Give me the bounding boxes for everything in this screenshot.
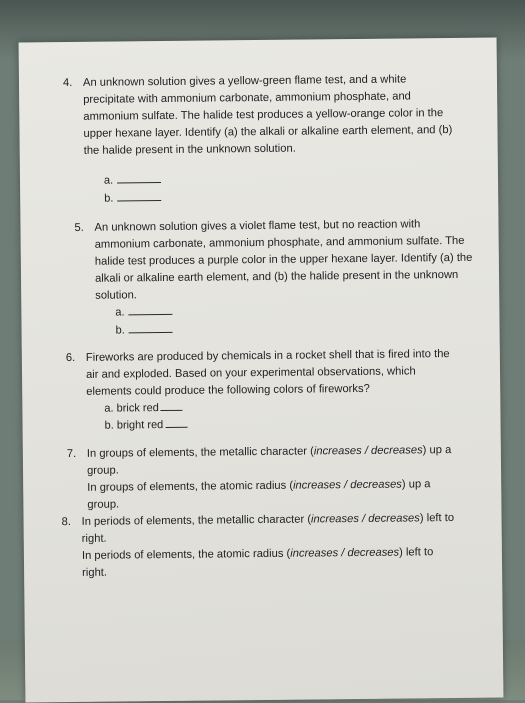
question-8 xyxy=(61,510,455,582)
question-4 xyxy=(62,71,453,160)
question-5-line: solution. xyxy=(95,289,137,302)
question-5-number: 5. xyxy=(74,221,84,234)
question-6-line: air and exploded. Based on your experimental observations, which xyxy=(85,365,416,381)
answer-label: b. xyxy=(104,192,114,205)
question-8-line-4: right. xyxy=(82,566,108,579)
choice-options: increases / decreases xyxy=(310,512,420,526)
question-6-number: 6. xyxy=(65,351,76,365)
question-7-line-4: group. xyxy=(87,498,120,511)
question-5-line: ammonium carbonate, ammonium phosphate, and ammonium sulfate. The xyxy=(94,234,465,251)
question-8-line-1: In periods of elements, the metallic character (increases / decreases) left to xyxy=(81,511,455,528)
answer-blank[interactable] xyxy=(128,304,172,315)
question-4-answer-a xyxy=(104,172,161,189)
answer-blank[interactable] xyxy=(117,172,161,183)
question-7-line-3: In groups of elements, the atomic radius (increases / decreases) up a xyxy=(87,478,431,494)
question-5-line: alkali or alkaline earth element, and (b) the halide present in the unknown xyxy=(94,268,459,285)
question-6 xyxy=(65,346,450,401)
question-8-line-2: right. xyxy=(81,532,107,545)
question-6-line: elements could produce the following colors of fireworks? xyxy=(86,382,370,398)
question-7-line-1: In groups of elements, the metallic character (increases / decreases) up a xyxy=(86,444,452,460)
answer-blank[interactable] xyxy=(129,322,173,333)
question-6-answer-a xyxy=(104,400,183,417)
question-5-answer-b xyxy=(115,322,172,339)
worksheet-page xyxy=(19,38,504,703)
question-4-line: precipitate with ammonium carbonate, ammonium phosphate, and xyxy=(83,90,411,106)
question-5-answer-a xyxy=(115,304,172,321)
question-7-number: 7. xyxy=(66,447,77,461)
question-5-line: An unknown solution gives a violet flame test, but no reaction with xyxy=(94,218,421,234)
question-4-line: ammonium sulfate. The halide test produces a yellow-orange color in the xyxy=(83,107,444,123)
question-6-line: Fireworks are produced by chemicals in a rocket shell that is fired into the xyxy=(85,348,450,364)
question-4-answer-b xyxy=(104,190,161,207)
answer-blank[interactable] xyxy=(161,400,183,411)
question-7-line-2: group. xyxy=(86,464,119,477)
choice-options: increases / decreases xyxy=(313,444,423,458)
question-4-line: An unknown solution gives a yellow-green flame test, and a white xyxy=(82,73,407,89)
question-6-answer-b xyxy=(104,417,187,434)
choice-options: increases / decreases xyxy=(290,546,400,560)
question-5-line: halide test produces a purple color in the upper hexane layer. Identify (a) the xyxy=(94,251,473,268)
question-7 xyxy=(66,442,452,514)
answer-label: b. bright red xyxy=(104,419,164,432)
question-5 xyxy=(74,216,473,305)
question-8-line-3: In periods of elements, the atomic radius (increases / decreases) left to xyxy=(81,546,434,562)
question-4-number: 4. xyxy=(62,76,73,90)
answer-label: a. brick red xyxy=(104,402,159,415)
question-4-line: upper hexane layer. Identify (a) the alkali or alkaline earth element, and (b) xyxy=(83,123,453,140)
answer-label: a. xyxy=(103,174,114,187)
question-8-number: 8. xyxy=(61,515,71,529)
answer-label: a. xyxy=(115,306,125,319)
answer-label: b. xyxy=(115,324,125,337)
choice-options: increases / decreases xyxy=(292,478,402,492)
question-4-line: the halide present in the unknown solution. xyxy=(83,142,296,157)
answer-blank[interactable] xyxy=(165,417,187,428)
answer-blank[interactable] xyxy=(117,190,161,201)
